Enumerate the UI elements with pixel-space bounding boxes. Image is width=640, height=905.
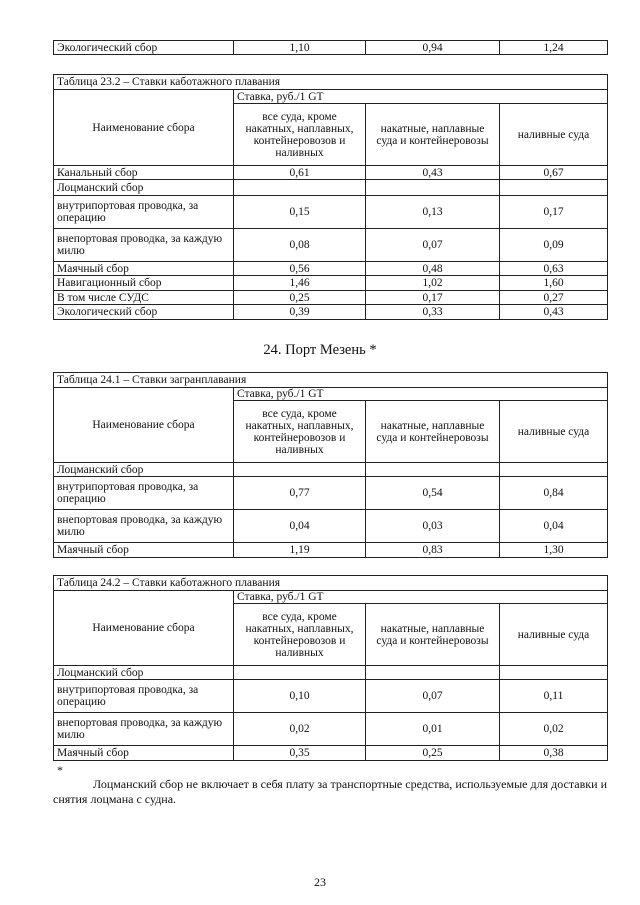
rate-cell: [500, 180, 608, 196]
table-row: [54, 680, 608, 713]
fee-name-cell: Лоцманский сбор: [54, 463, 234, 477]
fee-name-cell: Лоцманский сбор: [54, 180, 234, 196]
rate-cell: 1,60: [500, 276, 608, 291]
table-row: [54, 166, 608, 180]
table-row: [54, 746, 608, 761]
fee-name-cell: Маячный сбор: [54, 746, 234, 761]
column-header-roro-container: накатные, наплавные суда и контейнеровозы: [366, 604, 500, 666]
fee-name-cell: Экологический сбор: [54, 305, 234, 320]
table-header-row: [54, 388, 608, 401]
rate-cell: 0,07: [366, 680, 500, 713]
rate-cell: 0,43: [500, 305, 608, 320]
rate-cell: 0,63: [500, 262, 608, 276]
rate-cell: 0,27: [500, 291, 608, 305]
fee-name-cell: внепортовая проводка, за каждую милю: [54, 713, 234, 746]
table-23-2: [53, 74, 608, 320]
table-caption: Таблица 24.2 – Ставки каботажного плавания: [54, 576, 608, 591]
fee-name-cell: внутрипортовая проводка, за операцию: [54, 477, 234, 510]
rate-cell: 0,83: [366, 543, 500, 558]
fee-name-header: Наименование сбора: [54, 591, 234, 666]
rate-cell: 0,84: [500, 477, 608, 510]
rate-cell: 0,09: [500, 229, 608, 262]
rate-cell: [234, 180, 366, 196]
fee-name-cell: Маячный сбор: [54, 262, 234, 276]
rate-cell: 0,56: [234, 262, 366, 276]
column-header-all-ships: все суда, кроме накатных, наплавных, контейнеровозов и наливных: [234, 604, 366, 666]
column-header-tankers: наливные суда: [500, 104, 608, 166]
rate-cell: 1,46: [234, 276, 366, 291]
table-row: [54, 229, 608, 262]
footnote-marker: *: [57, 763, 63, 777]
fee-name-cell: внутрипортовая проводка, за операцию: [54, 680, 234, 713]
rate-cell: [234, 666, 366, 680]
fee-name-cell: Навигационный сбор: [54, 276, 234, 291]
rate-cell: [366, 666, 500, 680]
table-row: [54, 291, 608, 305]
rate-cell: 1,19: [234, 543, 366, 558]
section-title: 24. Порт Мезень *: [263, 342, 377, 358]
fee-name-cell: Экологический сбор: [54, 41, 234, 55]
rate-cell: [366, 463, 500, 477]
fee-name-cell: внутрипортовая проводка, за операцию: [54, 196, 234, 229]
rate-cell: 1,02: [366, 276, 500, 291]
rate-cell: 0,17: [500, 196, 608, 229]
rate-cell: 0,25: [234, 291, 366, 305]
rate-cell: 0,07: [366, 229, 500, 262]
table-row: [54, 477, 608, 510]
rate-cell: [234, 463, 366, 477]
table-row: [54, 510, 608, 543]
table-row: [54, 262, 608, 276]
fee-name-cell: внепортовая проводка, за каждую милю: [54, 510, 234, 543]
fee-name-cell: Лоцманский сбор: [54, 666, 234, 680]
table-row: [54, 713, 608, 746]
rate-cell: 0,77: [234, 477, 366, 510]
fee-name-cell: Маячный сбор: [54, 543, 234, 558]
rate-header: Ставка, руб./1 GT: [234, 388, 608, 401]
rate-cell: 0,02: [234, 713, 366, 746]
rate-cell: 1,24: [500, 41, 608, 55]
rate-cell: [500, 666, 608, 680]
table-24-2: [53, 575, 608, 761]
rate-cell: 0,02: [500, 713, 608, 746]
rate-cell: 0,01: [366, 713, 500, 746]
rate-cell: 0,11: [500, 680, 608, 713]
rate-header: Ставка, руб./1 GT: [234, 591, 608, 604]
column-header-roro-container: накатные, наплавные суда и контейнеровозы: [366, 104, 500, 166]
rate-cell: 0,54: [366, 477, 500, 510]
rate-header: Ставка, руб./1 GT: [234, 90, 608, 104]
column-header-all-ships: все суда, кроме накатных, наплавных, контейнеровозов и наливных: [234, 401, 366, 463]
rate-cell: 0,43: [366, 166, 500, 180]
rate-cell: 0,38: [500, 746, 608, 761]
table-row: [54, 276, 608, 291]
table-row: [54, 305, 608, 320]
rate-cell: 0,94: [366, 41, 500, 55]
rate-cell: 1,10: [234, 41, 366, 55]
rate-cell: 0,03: [366, 510, 500, 543]
table-row: [54, 196, 608, 229]
column-header-tankers: наливные суда: [500, 401, 608, 463]
table-row: [54, 41, 608, 55]
fee-name-cell: Канальный сбор: [54, 166, 234, 180]
rate-cell: 0,67: [500, 166, 608, 180]
table-row: [54, 463, 608, 477]
table-header-row: [54, 591, 608, 604]
rate-cell: 0,39: [234, 305, 366, 320]
fee-name-header: Наименование сбора: [54, 388, 234, 463]
table-header-row: [54, 90, 608, 104]
rate-cell: 0,10: [234, 680, 366, 713]
fee-name-cell: В том числе СУДС: [54, 291, 234, 305]
rate-cell: 0,48: [366, 262, 500, 276]
table-caption: Таблица 23.2 – Ставки каботажного плавания: [54, 75, 608, 90]
page-number: 23: [314, 875, 326, 889]
rate-cell: 1,30: [500, 543, 608, 558]
fee-name-cell: внепортовая проводка, за каждую милю: [54, 229, 234, 262]
column-header-tankers: наливные суда: [500, 604, 608, 666]
table-24-1: [53, 372, 608, 558]
table-row: [54, 180, 608, 196]
rate-cell: 0,04: [234, 510, 366, 543]
table-row: [54, 666, 608, 680]
column-header-roro-container: накатные, наплавные суда и контейнеровозы: [366, 401, 500, 463]
fee-name-header: Наименование сбора: [54, 90, 234, 166]
rate-cell: 0,61: [234, 166, 366, 180]
table-caption-row: [54, 576, 608, 591]
rate-cell: 0,17: [366, 291, 500, 305]
rate-cell: [500, 463, 608, 477]
column-header-all-ships: все суда, кроме накатных, наплавных, контейнеровозов и наливных: [234, 104, 366, 166]
rate-cell: 0,25: [366, 746, 500, 761]
rate-cell: [366, 180, 500, 196]
rate-cell: 0,33: [366, 305, 500, 320]
table-caption-row: [54, 373, 608, 388]
table-row: [54, 543, 608, 558]
rate-cell: 0,08: [234, 229, 366, 262]
table-caption-row: [54, 75, 608, 90]
rate-cell: 0,13: [366, 196, 500, 229]
table-22-2-continuation: [53, 40, 608, 55]
rate-cell: 0,04: [500, 510, 608, 543]
rate-cell: 0,15: [234, 196, 366, 229]
footnote-text: Лоцманский сбор не включает в себя плату за транспортные средства, используемые для доставки и снятия лоцмана с судна.: [53, 777, 607, 806]
table-caption: Таблица 24.1 – Ставки загранплавания: [54, 373, 608, 388]
rate-cell: 0,35: [234, 746, 366, 761]
